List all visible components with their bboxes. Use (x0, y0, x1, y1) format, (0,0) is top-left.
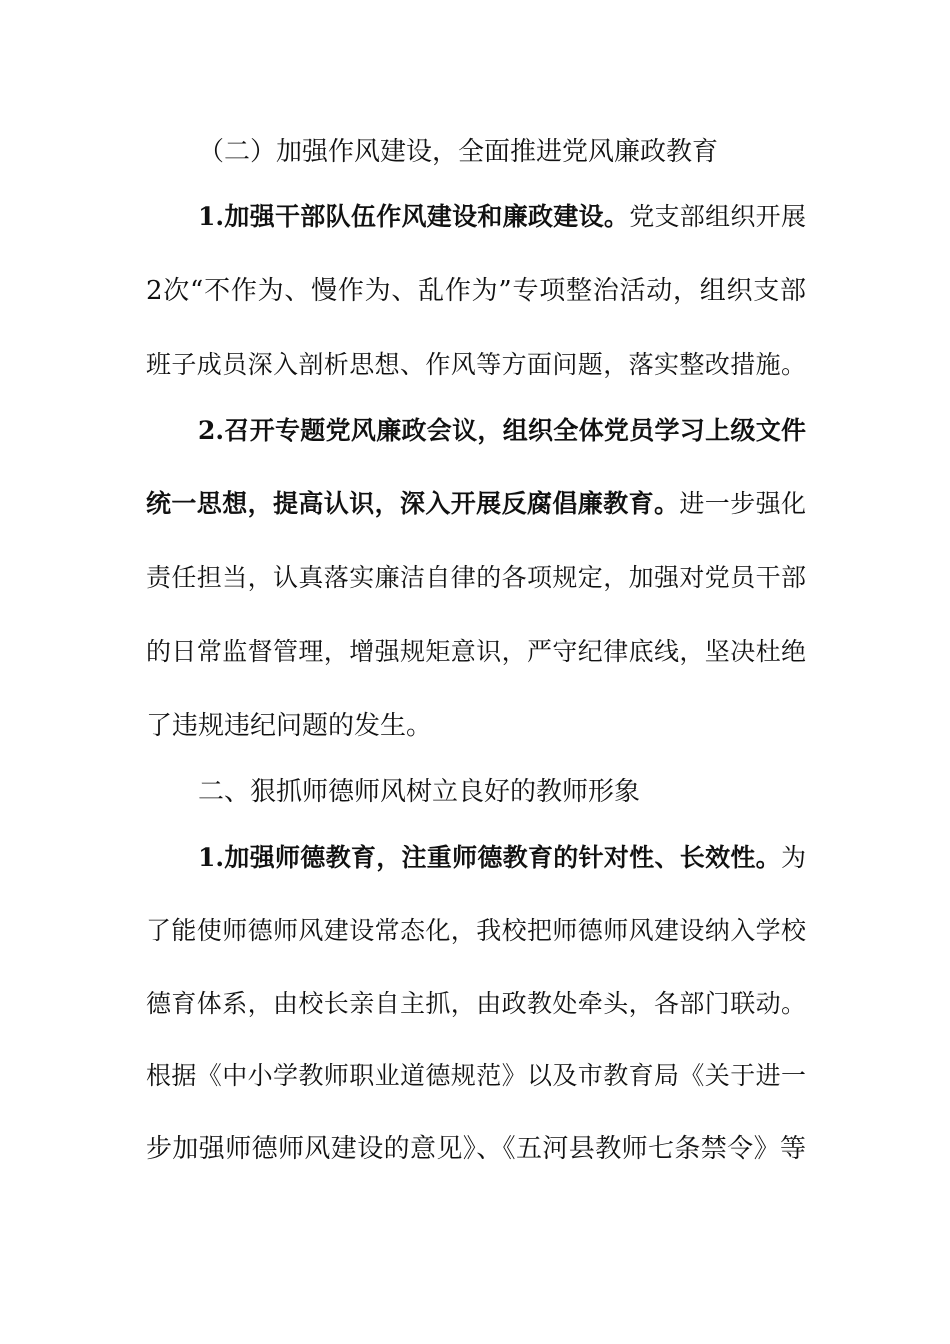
paragraph-line-13 (146, 1129, 806, 1169)
bold-lead: 统一思想，提高认识，深入开展反腐倡廉教育。 (146, 489, 680, 518)
line-text: 了能使师德师风建设常态化，我校把师德师风建设纳入学校 (146, 916, 806, 945)
bold-lead: 1.加强师德教育，注重师德教育的针对性、长效性。 (198, 843, 781, 872)
paragraph-line-12 (146, 1056, 806, 1096)
heading-text: （二）加强作风建设，全面推进党风廉政教育 (198, 137, 719, 167)
paragraph-line-7 (146, 632, 806, 672)
section-heading-2 (198, 772, 806, 812)
paragraph-line-9 (198, 838, 806, 878)
bold-lead: 2.召开专题党风廉政会议，组织全体党员学习上级文件 (198, 416, 806, 445)
line-text: 了违规违纪问题的发生。 (146, 711, 433, 741)
heading-text: 二、狠抓师德师风树立良好的教师形象 (198, 777, 641, 807)
line-text: 为 (780, 843, 806, 872)
paragraph-line-10 (146, 911, 806, 951)
paragraph-line-4 (198, 411, 806, 451)
paragraph-line-1 (198, 197, 806, 237)
line-text: 2次“不作为、慢作为、乱作为”专项整治活动，组织支部 (146, 276, 806, 306)
line-text: 进一步强化 (679, 489, 806, 518)
paragraph-line-5 (146, 484, 806, 524)
paragraph-line-8 (146, 706, 806, 746)
line-text: 班子成员深入剖析思想、作风等方面问题，落实整改措施。 (146, 350, 806, 379)
bold-lead: 1.加强干部队伍作风建设和廉政建设。 (198, 202, 630, 231)
line-text: 德育体系，由校长亲自主抓，由政教处牵头，各部门联动。 (146, 989, 806, 1018)
paragraph-line-11 (146, 984, 806, 1024)
section-heading-2-2 (198, 132, 806, 172)
line-text: 的日常监督管理，增强规矩意识，严守纪律底线，坚决杜绝 (146, 637, 806, 666)
paragraph-line-2 (146, 271, 806, 311)
line-text: 步加强师德师风建设的意见》、《五河县教师七条禁令》等 (146, 1134, 806, 1164)
line-text: 党支部组织开展 (629, 202, 806, 231)
line-text: 根据《中小学教师职业道德规范》以及市教育局《关于进一 (146, 1061, 806, 1090)
line-text: 责任担当，认真落实廉洁自律的各项规定，加强对党员干部 (146, 563, 806, 592)
paragraph-line-6 (146, 558, 806, 598)
paragraph-line-3 (146, 345, 806, 385)
